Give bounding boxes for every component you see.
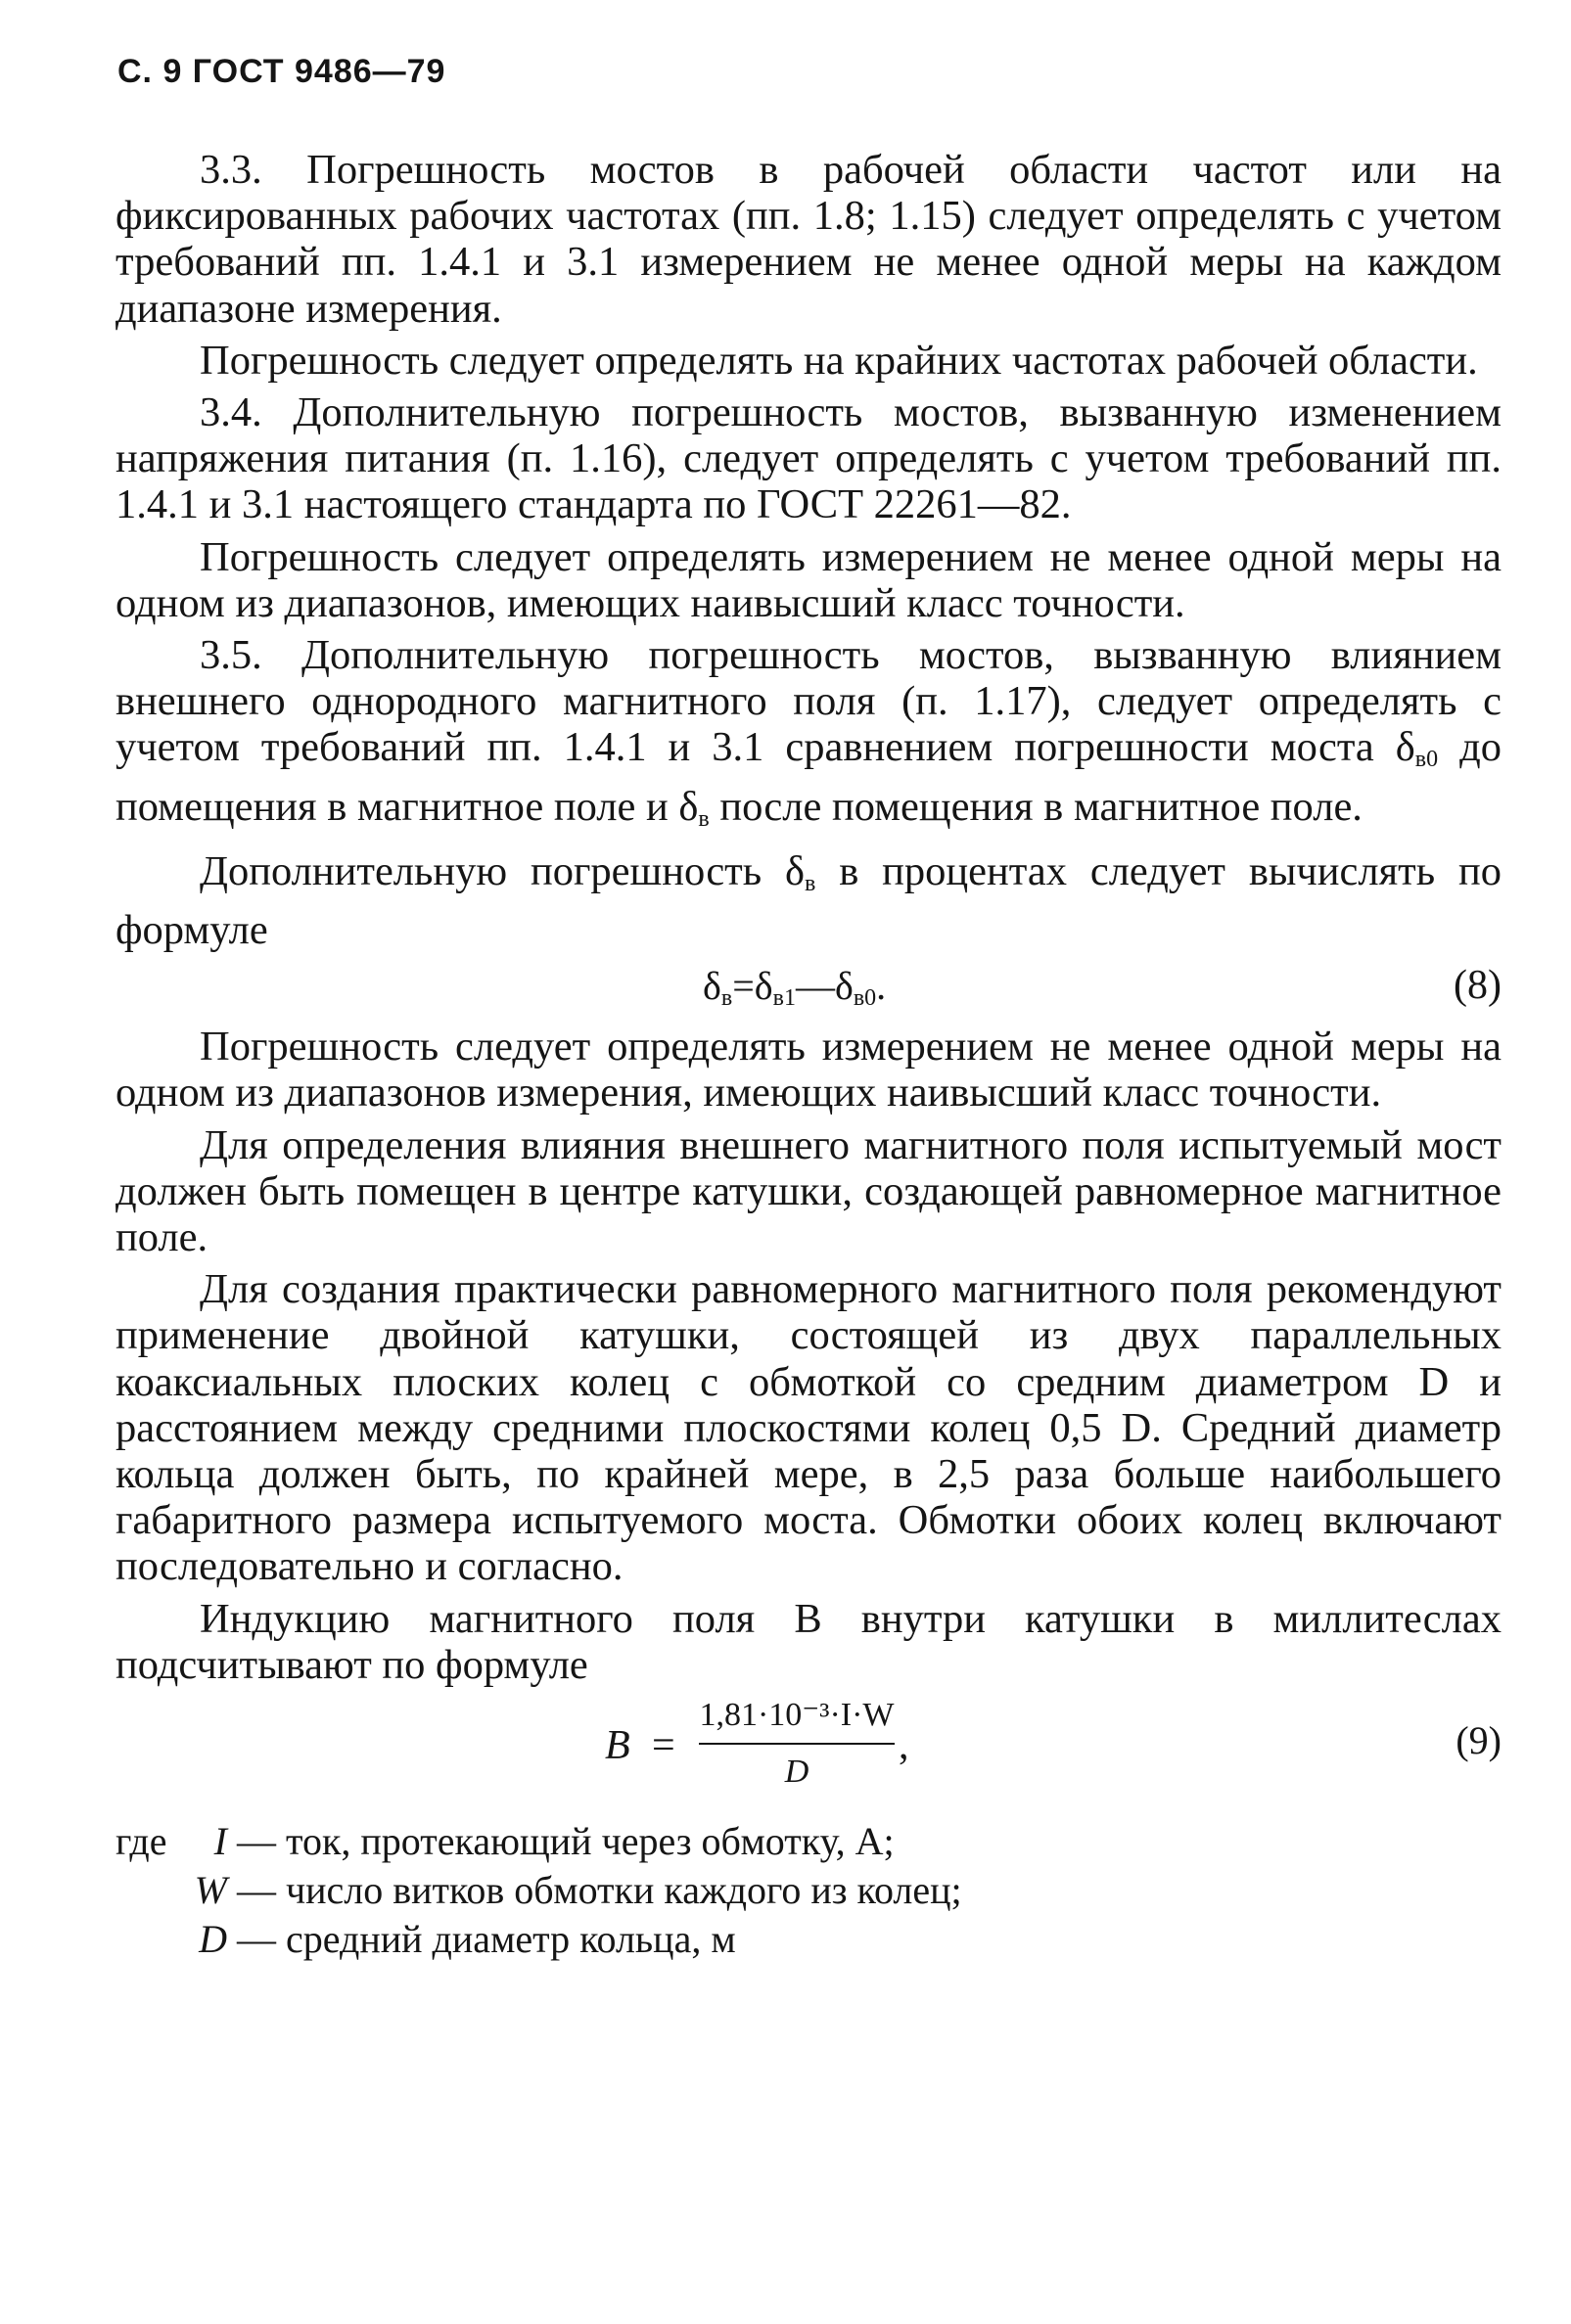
equals-sign: =: [732, 964, 755, 1009]
paragraph: Погрешность следует определять на крайних частотах рабочей области.: [200, 337, 1478, 384]
definition-dash: —: [237, 1868, 276, 1913]
definitions-indent: [116, 1915, 188, 1964]
period: .: [876, 964, 887, 1009]
page-header: С. 9 ГОСТ 9486—79: [117, 53, 446, 90]
definition-dash: —: [237, 1917, 276, 1962]
definition-dash: —: [237, 1819, 276, 1864]
text-run: в процентах следует вычислять по формуле: [116, 847, 1502, 954]
definitions-indent: [116, 1866, 188, 1915]
formula-9: [116, 1694, 1502, 1809]
text-run: Дополнительную погрешность δ: [200, 847, 806, 894]
fraction-bar: [699, 1743, 895, 1745]
definition-text: ток, протекающий через обмотку, А;: [286, 1819, 895, 1864]
minus-sign: —: [795, 964, 835, 1009]
subscript: в1: [772, 985, 796, 1012]
text-run: до помещения в магнитное поле и δ: [116, 724, 1502, 830]
formula-9-number: (9): [1455, 1718, 1502, 1763]
delta-symbol: δ: [703, 964, 721, 1009]
equals-sign: =: [652, 1723, 675, 1769]
formula-9-lhs: B: [605, 1723, 630, 1769]
subscript: в: [805, 870, 816, 896]
definition-symbol: I: [213, 1819, 227, 1864]
definition-row: [116, 1866, 1502, 1915]
paragraph: Погрешность следует определять измерением не менее одной меры на одном из диапазонов, имеющих наивысший класс точности.: [116, 533, 1502, 626]
paragraph-3-3: 3.3. Погрешность мостов в рабочей области частот или на фиксированных рабочих частотах (пп. 1.8; 1.15) следует определять с учетом требований пп. 1.4.1 и 3.1 измерением не менее одной меры на каждом диапазоне измерения.: [116, 147, 1502, 332]
paragraph: Погрешность следует определять измерением не менее одной меры на одном из диапазонов измерения, имеющих наивысший класс точности.: [116, 1024, 1502, 1116]
definition-symbol: W: [194, 1868, 227, 1913]
text-run: после помещения в магнитное поле.: [709, 783, 1363, 830]
subscript: в: [720, 985, 733, 1012]
definitions-lead: где: [116, 1819, 167, 1864]
fraction-denominator: D: [784, 1754, 809, 1791]
paragraph-3-4: 3.4. Дополнительную погрешность мостов, вызванную изменением напряжения питания (п. 1.16), следует определять с учетом требований пп. 1.4.1 и 3.1 настоящего стандарта по ГОСТ 22261—82.: [116, 389, 1502, 528]
delta-symbol: δ: [754, 964, 773, 1009]
paragraph: Для определения влияния внешнего магнитного поля испытуемый мост должен быть помещен в центре катушки, создающей равномерное магнитное поле.: [116, 1121, 1502, 1261]
formula-8-expression: [703, 963, 886, 1022]
definition-text: число витков обмотки каждого из колец;: [286, 1868, 962, 1913]
definition-row: [116, 1817, 1502, 1866]
paragraph: Индукцию магнитного поля B внутри катушки в миллитеслах подсчитывают по формуле: [116, 1595, 1502, 1688]
fraction-numerator: 1,81·10⁻³·I·W: [699, 1697, 895, 1734]
definition-text: средний диаметр кольца, м: [286, 1917, 736, 1962]
paragraph: Для создания практически равномерного магнитного поля рекомендуют применение двойной катушки, состоящей из двух параллельных коаксиальных плоских колец с обмоткой со средним диаметром D и расстоянием между средними плоскостями колец 0,5 D. Средний диаметр кольца должен быть, по крайней мере, в 2,5 раза больше наибольшего габаритного размера испытуемого моста. Обмотки обоих колец включают последовательно и согласно.: [116, 1266, 1502, 1590]
paragraph-3-5: [116, 632, 1502, 843]
definitions-list: [116, 1817, 1502, 1964]
formula-8: [116, 959, 1502, 1016]
subscript: в: [698, 805, 710, 832]
fraction: [699, 1694, 895, 1794]
text-run: 3.5. Дополнительную погрешность мостов, вызванную влиянием внешнего однородного магнитного поля (п. 1.17), следует определять с учетом требований пп. 1.4.1 и 3.1 сравнением погрешности моста δ: [116, 632, 1502, 771]
delta-symbol: δ: [834, 964, 854, 1009]
subscript: в0: [1414, 747, 1439, 773]
document-body: [116, 147, 1502, 1964]
comma: ,: [899, 1723, 909, 1769]
subscript: в0: [853, 985, 877, 1012]
paragraph: [116, 848, 1502, 953]
definition-row: [116, 1915, 1502, 1964]
formula-8-number: (8): [1454, 963, 1502, 1009]
definition-symbol: D: [199, 1917, 227, 1962]
